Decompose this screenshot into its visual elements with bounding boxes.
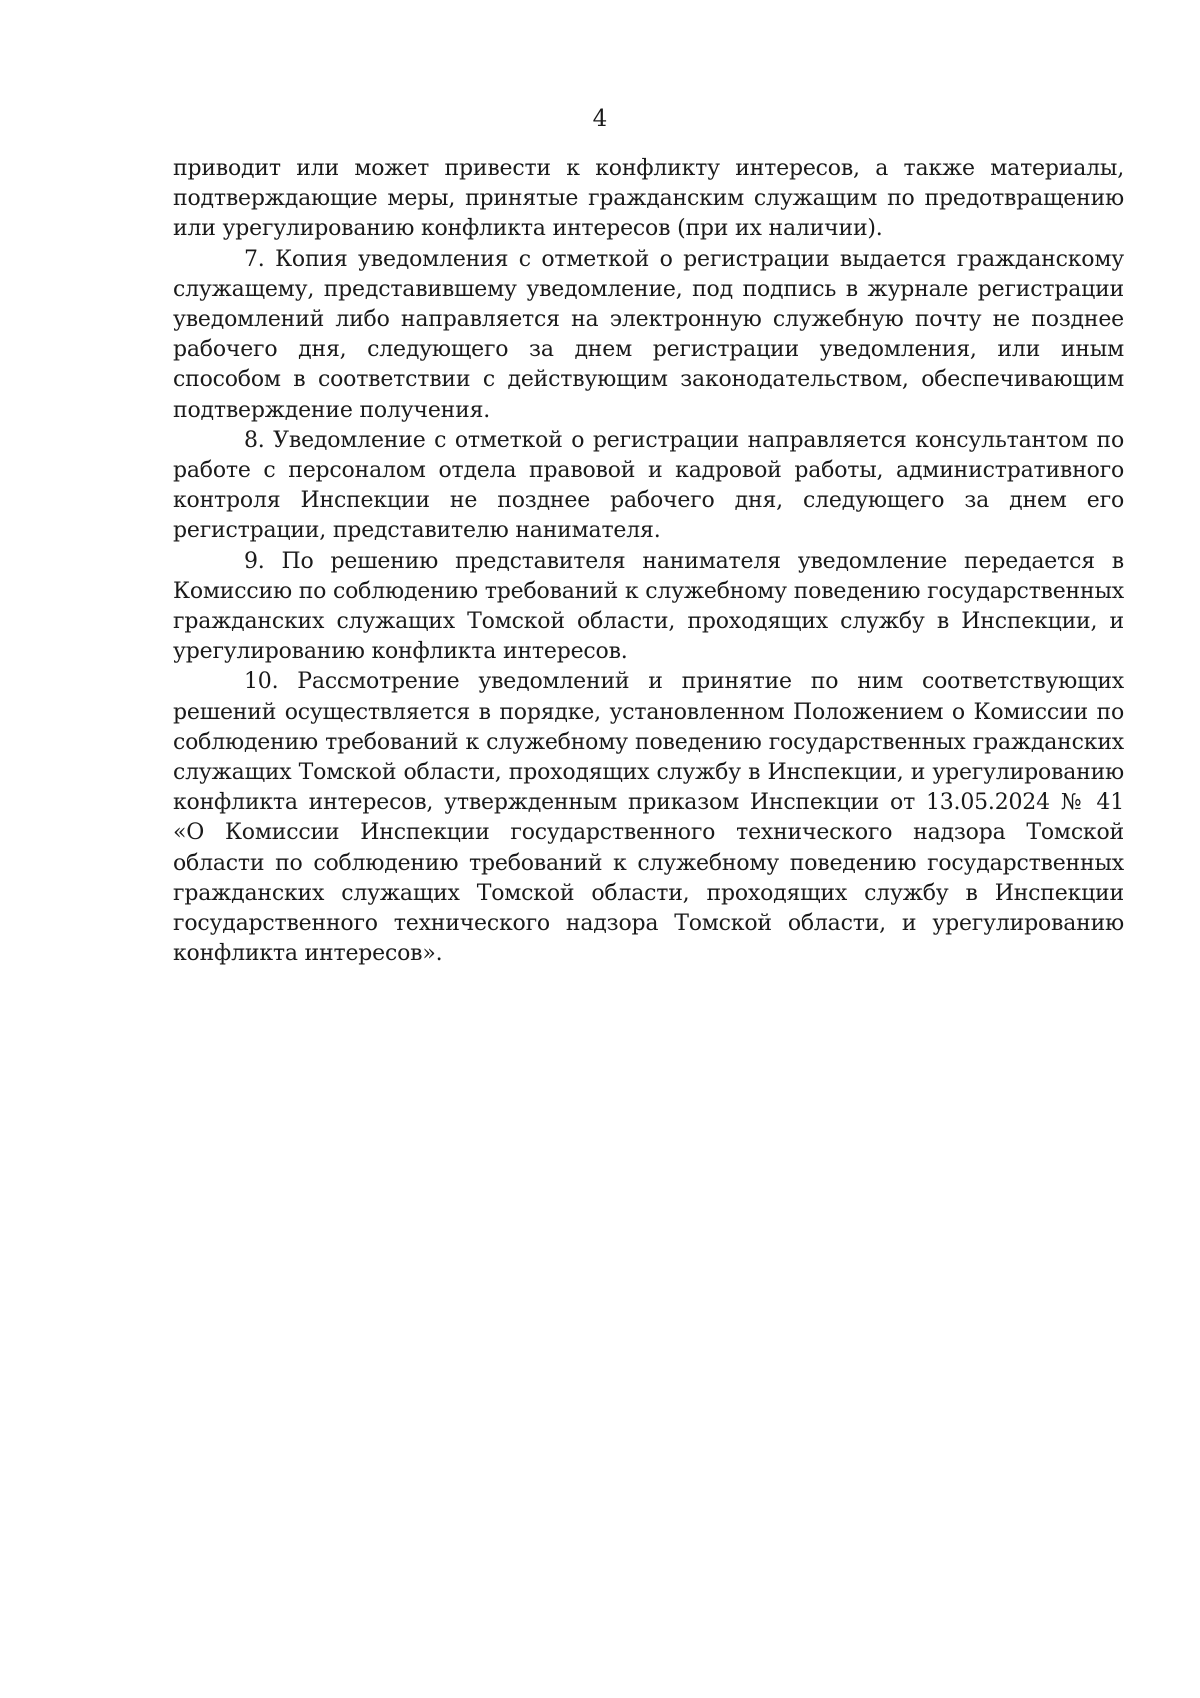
paragraph-item-8: 8. Уведомление с отметкой о регистрации направляется консультантом по работе с персоналом отдела правовой и кадровой работы, административного контроля Инспекции не позднее рабочего дня, следующего за днем его регистрации, представителю нанимателя. (173, 427, 1124, 544)
paragraph-item-7: 7. Копия уведомления с отметкой о регистрации выдается гражданскому служащему, представившему уведомление, под подпись в журнале регистрации уведомлений либо направляется на электронную служебную почту не позднее рабочего дня, следующего за днем регистрации уведомления, или иным способом в соответствии с действующим законодательством, обеспечивающим подтверждение получения. (173, 246, 1124, 423)
paragraph-item-10: 10. Рассмотрение уведомлений и принятие по ним соответствующих решений осуществляется в порядке, установленном Положением о Комиссии по соблюдению требований к служебному поведению государственных гражданских служащих Томской области, проходящих службу в Инспекции, и урегулированию конфликта интересов, утвержденным приказом Инспекции от 13.05.2024 № 41 «О Комиссии Инспекции государственного технического надзора Томской области по соблюдению требований к служебному поведению государственных гражданских служащих Томской области, проходящих службу в Инспекции государственного технического надзора Томской области, и урегулированию конфликта интересов». (173, 669, 1124, 967)
page-number: 4 (592, 106, 608, 132)
document-body (173, 154, 1124, 969)
paragraph-item-9: 9. По решению представителя нанимателя уведомление передается в Комиссию по соблюдению требований к служебному поведению государственных гражданских служащих Томской области, проходящих службу в Инспекции, и урегулированию конфликта интересов. (173, 548, 1124, 665)
paragraph-continuation: приводит или может привести к конфликту интересов, а также материалы, подтверждающие меры, принятые гражданским служащим по предотвращению или урегулированию конфликта интересов (при их наличии). (173, 156, 1124, 242)
